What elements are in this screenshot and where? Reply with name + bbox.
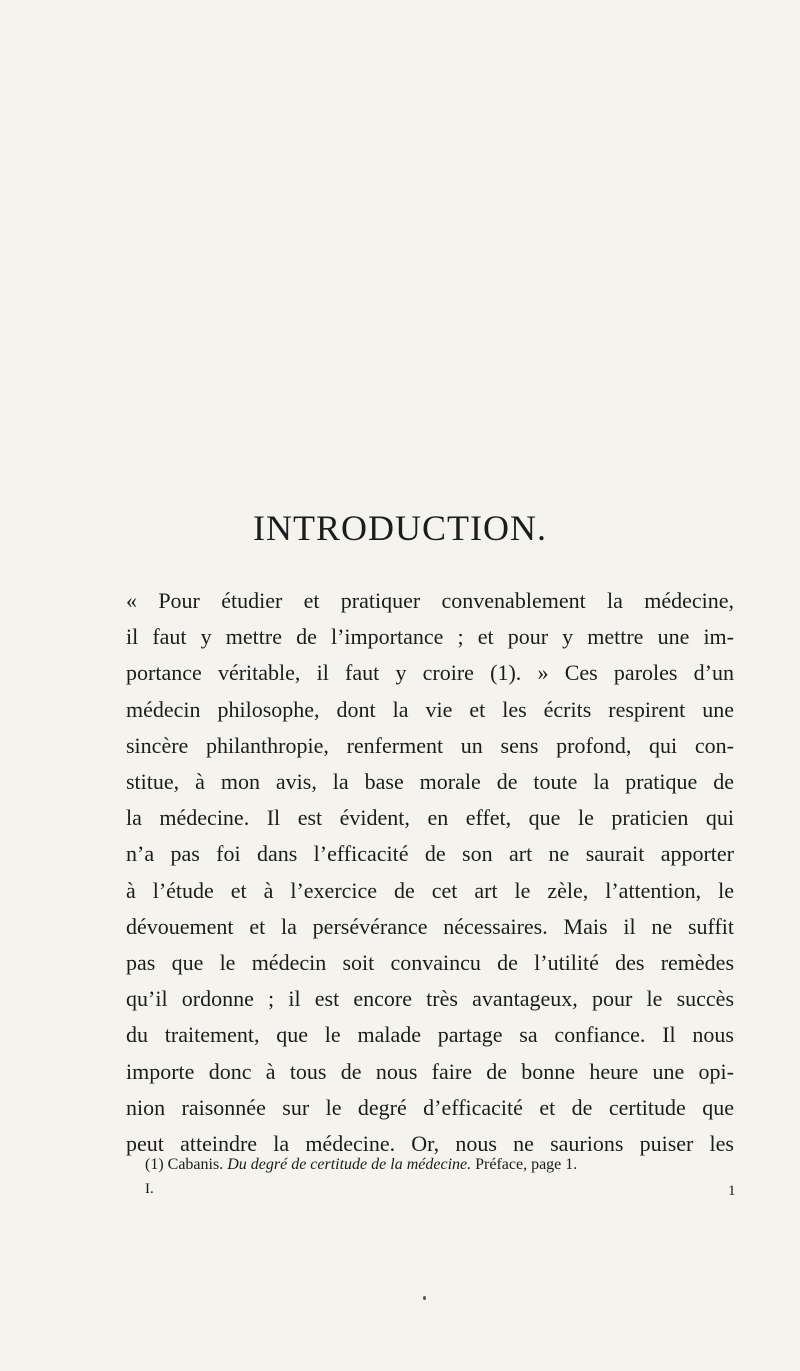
body-line: pas que le médecin soit convaincu de l’utilité des remèdes <box>126 950 734 976</box>
body-line: qu’il ordonne ; il est encore très avantageux, pour le succès <box>126 986 734 1012</box>
body-line: n’a pas foi dans l’efficacité de son art ne saurait apporter <box>126 841 734 867</box>
signature-mark: I. <box>145 1181 154 1197</box>
body-line: sincère philanthropie, renferment un sens profond, qui con- <box>126 732 734 758</box>
body-line: médecin philosophe, dont la vie et les écrits respirent une <box>126 696 734 722</box>
chapter-title: INTRODUCTION. <box>253 508 547 548</box>
ink-speck <box>423 1296 426 1300</box>
body-line: la médecine. Il est évident, en effet, que le praticien qui <box>126 805 734 831</box>
body-line: importe donc à tous de nous faire de bonne heure une opi- <box>126 1058 734 1084</box>
body-line: du traitement, que le malade partage sa confiance. Il nous <box>126 1022 734 1048</box>
body-line: peut atteindre la médecine. Or, nous ne saurions puiser les <box>126 1131 734 1157</box>
body-paragraph <box>126 583 734 1162</box>
footnote <box>145 1155 735 1175</box>
footnote-author: Cabanis. <box>167 1156 224 1173</box>
body-line: nion raisonnée sur le degré d’efficacité et de certitude que <box>126 1094 734 1120</box>
footnote-marker: (1) <box>145 1156 164 1173</box>
body-line: dévouement et la persévérance nécessaires. Mais il ne suffit <box>126 913 734 939</box>
body-line: il faut y mettre de l’importance ; et pour y mettre une im- <box>126 624 734 650</box>
footnote-work: Du degré de certitude de la médecine. <box>227 1156 472 1173</box>
body-line: à l’étude et à l’exercice de cet art le zèle, l’attention, le <box>126 877 734 903</box>
body-line: portance véritable, il faut y croire (1). » Ces paroles d’un <box>126 660 734 686</box>
body-line: « Pour étudier et pratiquer convenablement la médecine, <box>126 588 734 613</box>
body-line: stitue, à mon avis, la base morale de toute la pratique de <box>126 769 734 795</box>
signature-number: 1 <box>728 1183 736 1199</box>
footnote-location: Préface, page 1. <box>475 1156 578 1173</box>
